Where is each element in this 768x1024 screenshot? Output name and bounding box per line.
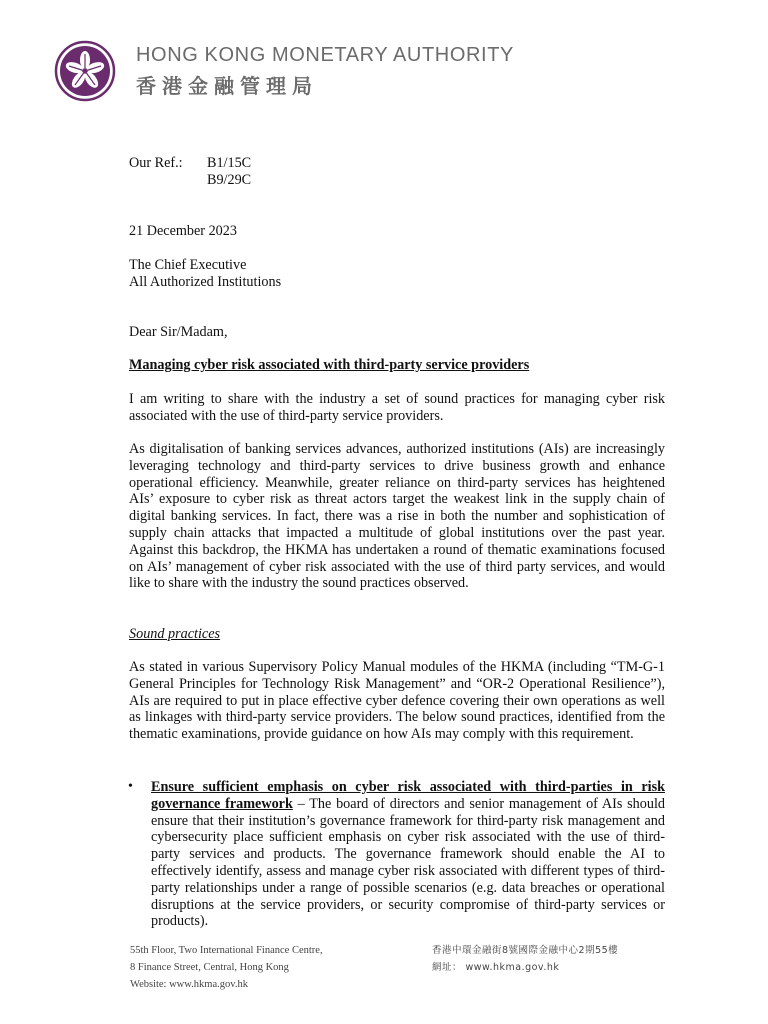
footer-address-zh xyxy=(432,942,618,976)
letter-date: 21 December 2023 xyxy=(129,223,237,239)
addressee-line-2: All Authorized Institutions xyxy=(129,273,282,290)
salutation: Dear Sir/Madam, xyxy=(129,324,228,340)
paragraph-1-text: I am writing to share with the industry a set of sound practices for managing cyber risk associated with the use of third-party service providers. xyxy=(129,391,665,424)
bullet-1-title: Ensure sufficient emphasis on cyber risk associated with third-parties in risk governance framework xyxy=(151,779,665,812)
reference-line-1: B1/15C xyxy=(207,155,252,171)
paragraph-2-text: As digitalisation of banking services advances, authorized institutions (AIs) are increasingly leveraging technology and third-party services to drive business growth and enhance operational efficiency. Meanwhile, greater reliance on third-party services has heightened AIs’ exposure to cyber risk as threat actors target the weakest link in the supply chain of digital banking services. In fact, there was a rise in both the number and sophistication of supply chain attacks that impacted a multitude of global institutions over the past year. Against this backdrop, the HKMA has undertaken a round of thematic examinations focused on AIs’ management of cyber risk associated with the use of third party services, and would like to share with the industry the sound practices observed. xyxy=(129,441,665,592)
footer-website-zh: 網址： www.hkma.gov.hk xyxy=(432,962,560,973)
addressee xyxy=(129,257,665,291)
footer-address-line-2: 8 Finance Street, Central, Hong Kong xyxy=(130,962,289,973)
footer-address-zh-line: 香港中環金融街8號國際金融中心2期55樓 xyxy=(432,945,619,956)
bauhinia-flower-icon xyxy=(54,40,116,102)
footer-address xyxy=(130,942,323,993)
bullet-1-text xyxy=(151,779,665,930)
reference-line-2: B9/29C xyxy=(207,172,252,188)
footer-address-line-1: 55th Floor, Two International Finance Centre, xyxy=(130,945,323,956)
org-name-zh: 香港金融管理局 xyxy=(136,74,318,98)
reference-label: Our Ref.: xyxy=(129,155,183,171)
bullet-icon: • xyxy=(128,779,133,794)
addressee-line-1: The Chief Executive xyxy=(129,257,247,273)
bullet-1-body: – The board of directors and senior management of AIs should ensure that their institution’s governance framework for third-party risk management and cybersecurity place sufficient emphasis on cyber risk associated with the use of third-party services and products. The governance framework should enable the AI to effectively identify, assess and manage cyber risk associated with different types of third-party relationships under a range of possible scenarios (e.g. data breaches or operational disruptions at the service providers, or security compromise of third-party services or products). xyxy=(151,795,665,930)
paragraph-2 xyxy=(129,441,665,592)
org-name-en: HONG KONG MONETARY AUTHORITY xyxy=(136,44,514,66)
subject-heading: Managing cyber risk associated with third-party service providers xyxy=(129,357,530,373)
section-heading: Sound practices xyxy=(129,626,221,642)
footer-website-en: Website: www.hkma.gov.hk xyxy=(130,979,248,990)
reference-block xyxy=(129,155,665,189)
paragraph-1 xyxy=(129,391,665,425)
bullet-item-1 xyxy=(128,779,665,930)
paragraph-3-text: As stated in various Supervisory Policy Manual modules of the HKMA (including “TM-G-1 General Principles for Technology Risk Management” and “OR-2 Operational Resilience”), AIs are required to put in place effective cyber defence covering their own operations as well as linkages with third-party service providers. The below sound practices, identified from the thematic examinations, provide guidance on how AIs may comply with this requirement. xyxy=(129,659,665,743)
paragraph-3 xyxy=(129,659,665,743)
